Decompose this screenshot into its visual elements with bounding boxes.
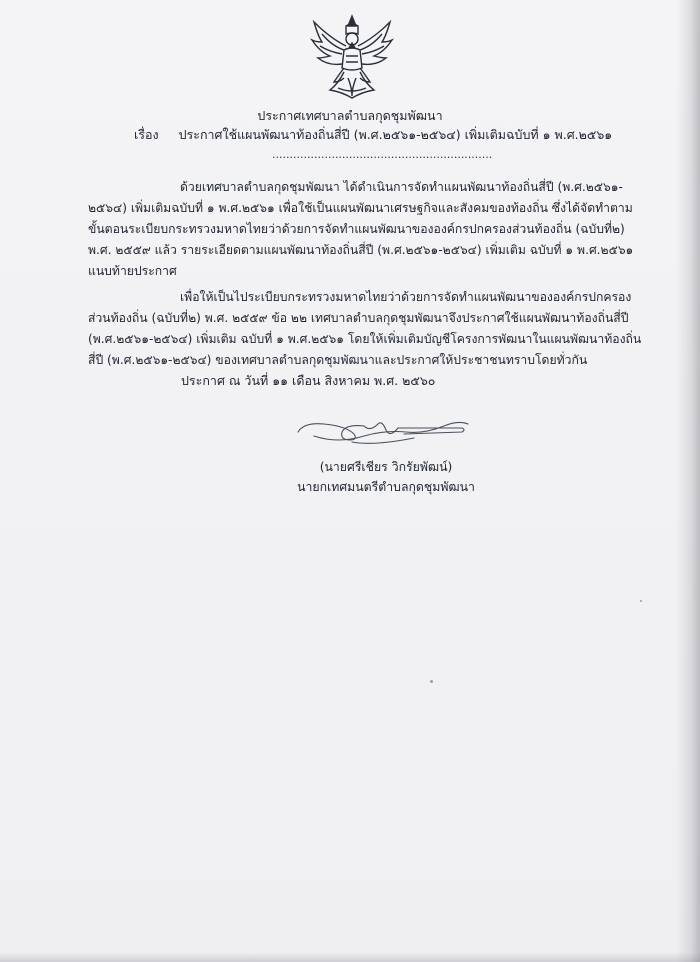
paragraph-2-line: เพื่อให้เป็นไประเบียบกระทรวงมหาดไทยว่าด้วยการจัดทำแผนพัฒนาขององค์กรปกครอง [180,290,632,304]
paragraph-1-line: ด้วยเทศบาลตำบลกุดชุมพัฒนา ได้ดำเนินการจัดทำแผนพัฒนาท้องถิ่นสี่ปี (พ.ศ.๒๕๖๑- [180,180,623,194]
document-title: ประกาศเทศบาลตำบลกุดชุมพัฒนา [257,108,443,123]
signer-position: นายกเทศมนตรีตำบลกุดชุมพัฒนา [297,480,475,494]
handwritten-signature [294,410,474,454]
subject-line [134,125,612,145]
paragraph-1-line: แนบท้ายประกาศ [88,264,177,278]
paragraph-1-line: พ.ศ. ๒๕๕๙ แล้ว รายระเอียดตามแผนพัฒนาท้องถิ่นสี่ปี (พ.ศ.๒๕๖๑-๒๕๖๔) เพิ่มเติม ฉบับที่ ๑ พ.ศ.๒๕๖๑ [88,243,634,257]
scan-right-edge [676,0,700,962]
paragraph-2-line: สี่ปี (พ.ศ.๒๕๖๑-๒๕๖๔) ของเทศบาลตำบลกุดชุมพัฒนาและประกาศให้ประชาชนทราบโดยทั่วกัน [88,353,588,367]
separator-dots: ............................................................... [272,148,493,161]
paragraph-1-line: ๒๕๖๔) เพิ่มเติมฉบับที่ ๑ พ.ศ.๒๕๖๑ เพื่อใช้เป็นแผนพัฒนาเศรษฐกิจและสังคมของท้องถิ่น ซึ่งได้จัดทำตาม [88,201,633,215]
paragraph-2-line: (พ.ศ.๒๕๖๑-๒๕๖๔) เพิ่มเติม ฉบับที่ ๑ พ.ศ.๒๕๖๑ โดยให้เพิ่มเติมบัญชีโครงการพัฒนาในแผนพัฒนาท้องถิ่น [88,332,642,346]
paragraph-1-line: ขั้นตอนระเบียบกระทรวงมหาดไทยว่าด้วยการจัดทำแผนพัฒนาขององค์กรปกครองส่วนท้องถิ่น (ฉบับที่๒) [88,222,625,236]
scan-speck [640,600,642,602]
subject-label: เรื่อง [134,127,159,142]
scan-bottom-edge [0,952,700,962]
paragraph-1 [88,177,634,282]
signer-name: (นายศรีเชียร วิกรัยพัฒน์) [319,460,453,474]
scan-speck [430,680,433,683]
announce-date: ประกาศ ณ วันที่ ๑๑ เดือน สิงหาคม พ.ศ. ๒๕๖๐ [181,373,436,388]
garuda-emblem-icon [308,12,396,104]
paragraph-2-line: ส่วนท้องถิ่น (ฉบับที่๒) พ.ศ. ๒๕๕๙ ข้อ ๒๒ เทศบาลตำบลกุดชุมพัฒนาจึงประกาศใช้แผนพัฒนาท้องถิ่นสี่ปี [88,311,629,325]
subject-text: ประกาศใช้แผนพัฒนาท้องถิ่นสี่ปี (พ.ศ.๒๕๖๑-๒๕๖๔) เพิ่มเติมฉบับที่ ๑ พ.ศ.๒๕๖๑ [178,127,613,142]
paragraph-2 [88,287,642,371]
